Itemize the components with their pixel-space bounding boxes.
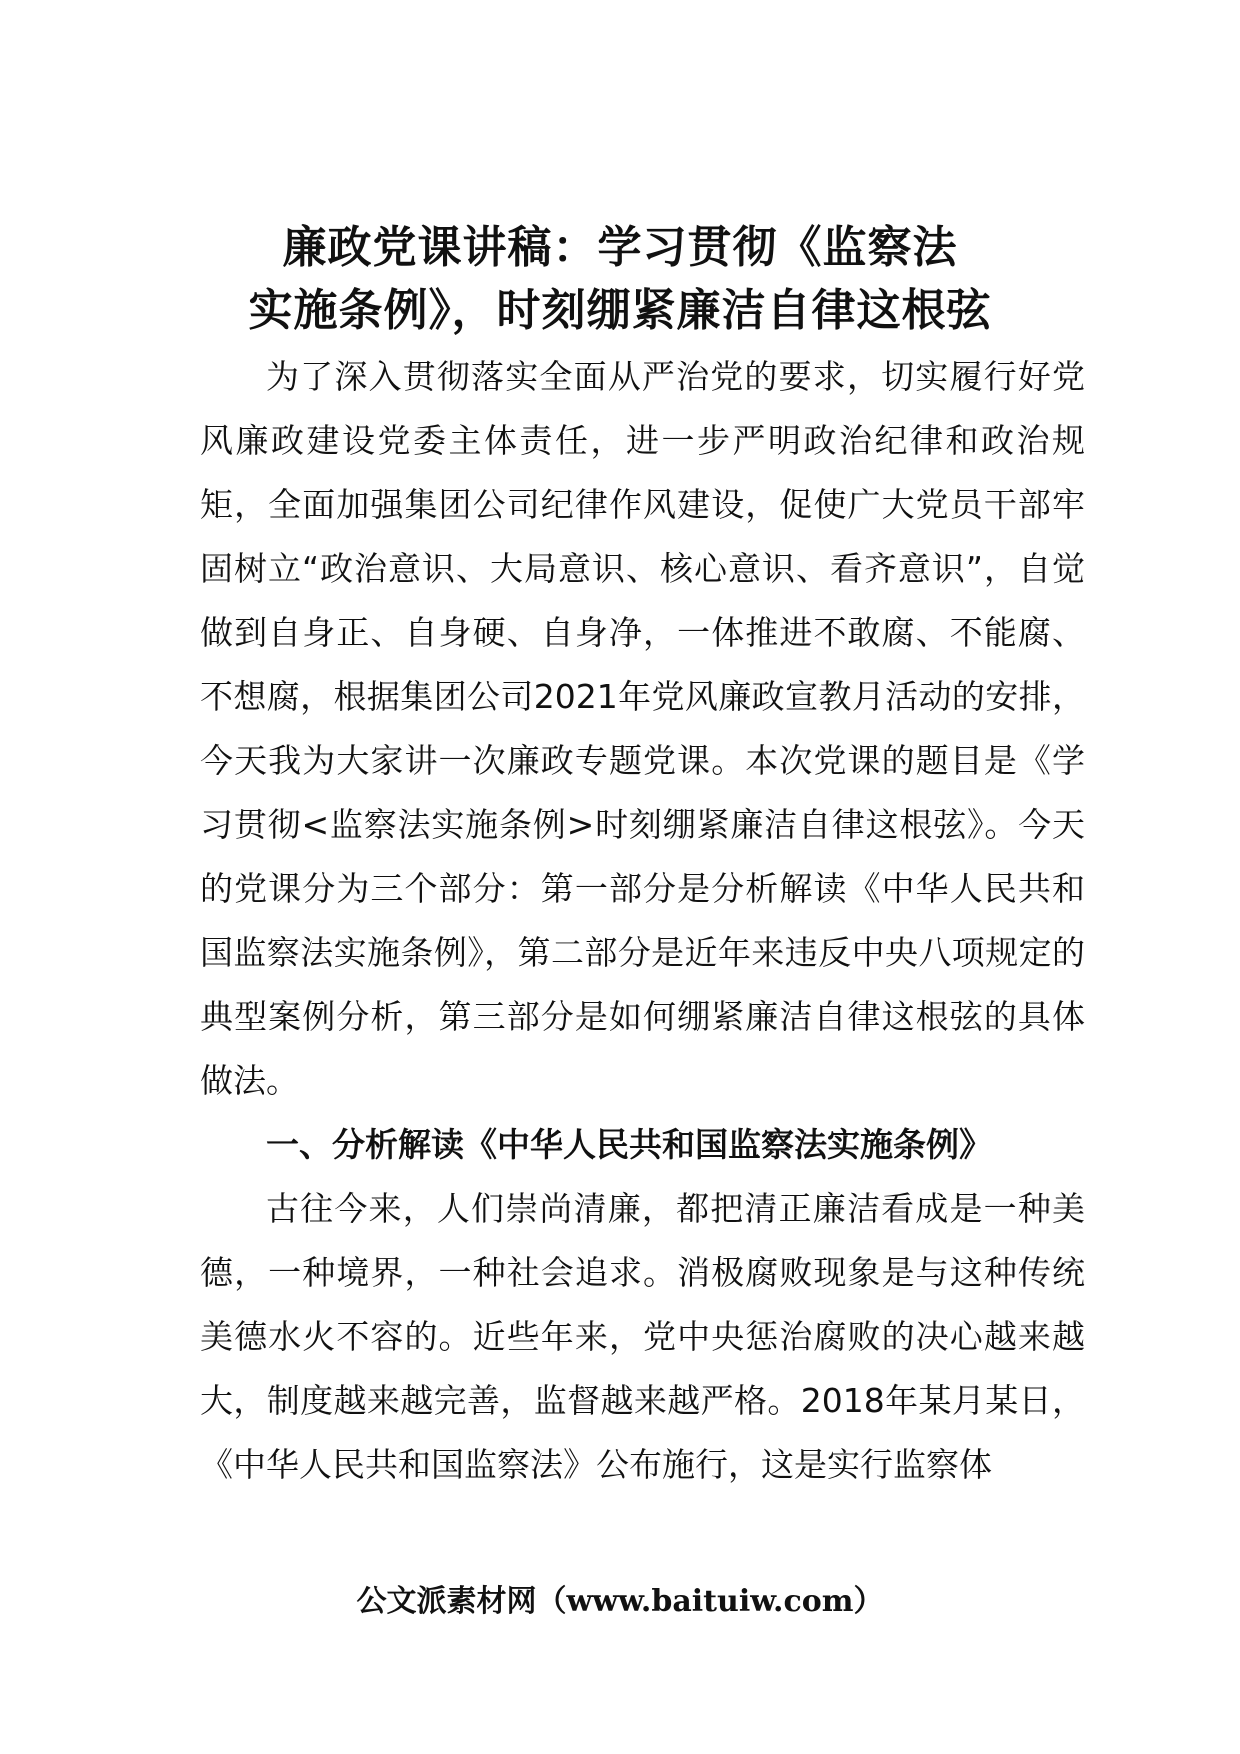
footer-watermark: 公文派素材网（www.baituiw.com） (356, 1584, 884, 1619)
body-paragraph-2: 古往今来，人们崇尚清廉，都把清正廉洁看成是一种美德，一种境界，一种社会追求。消极腐败现象是与这种传统美德水火不容的。近些年来，党中央惩治腐败的决心越来越大，制度越来越完善，监督越来越严格。2018年某月某日，《中华人民共和国监察法》公布施行，这是实行监察体 (200, 1189, 1085, 1484)
document-title-line-1: 廉政党课讲稿：学习贯彻《监察法 (282, 222, 958, 273)
document-title-line-2: 实施条例》，时刻绷紧廉洁自律这根弦 (248, 285, 992, 336)
body-paragraph-intro: 为了深入贯彻落实全面从严治党的要求，切实履行好党风廉政建设党委主体责任，进一步严明政治纪律和政治规矩，全面加强集团公司纪律作风建设，促使广大党员干部牢固树立“政治意识、大局意识、核心意识、看齐意识”，自觉做到自身正、自身硬、自身净，一体推进不敢腐、不能腐、不想腐，根据集团公司2021年党风廉政宣教月活动的安排，今天我为大家讲一次廉政专题党课。本次党课的题目是《学习贯彻<监察法实施条例>时刻绷紧廉洁自律这根弦》。今天的党课分为三个部分：第一部分是分析解读《中华人民共和国监察法实施条例》，第二部分是近年来违反中央八项规定的典型案例分析，第三部分是如何绷紧廉洁自律这根弦的具体做法。 (200, 357, 1085, 1100)
section-heading-1: 一、分析解读《中华人民共和国监察法实施条例》 (266, 1125, 992, 1164)
document-body (200, 345, 1085, 1497)
